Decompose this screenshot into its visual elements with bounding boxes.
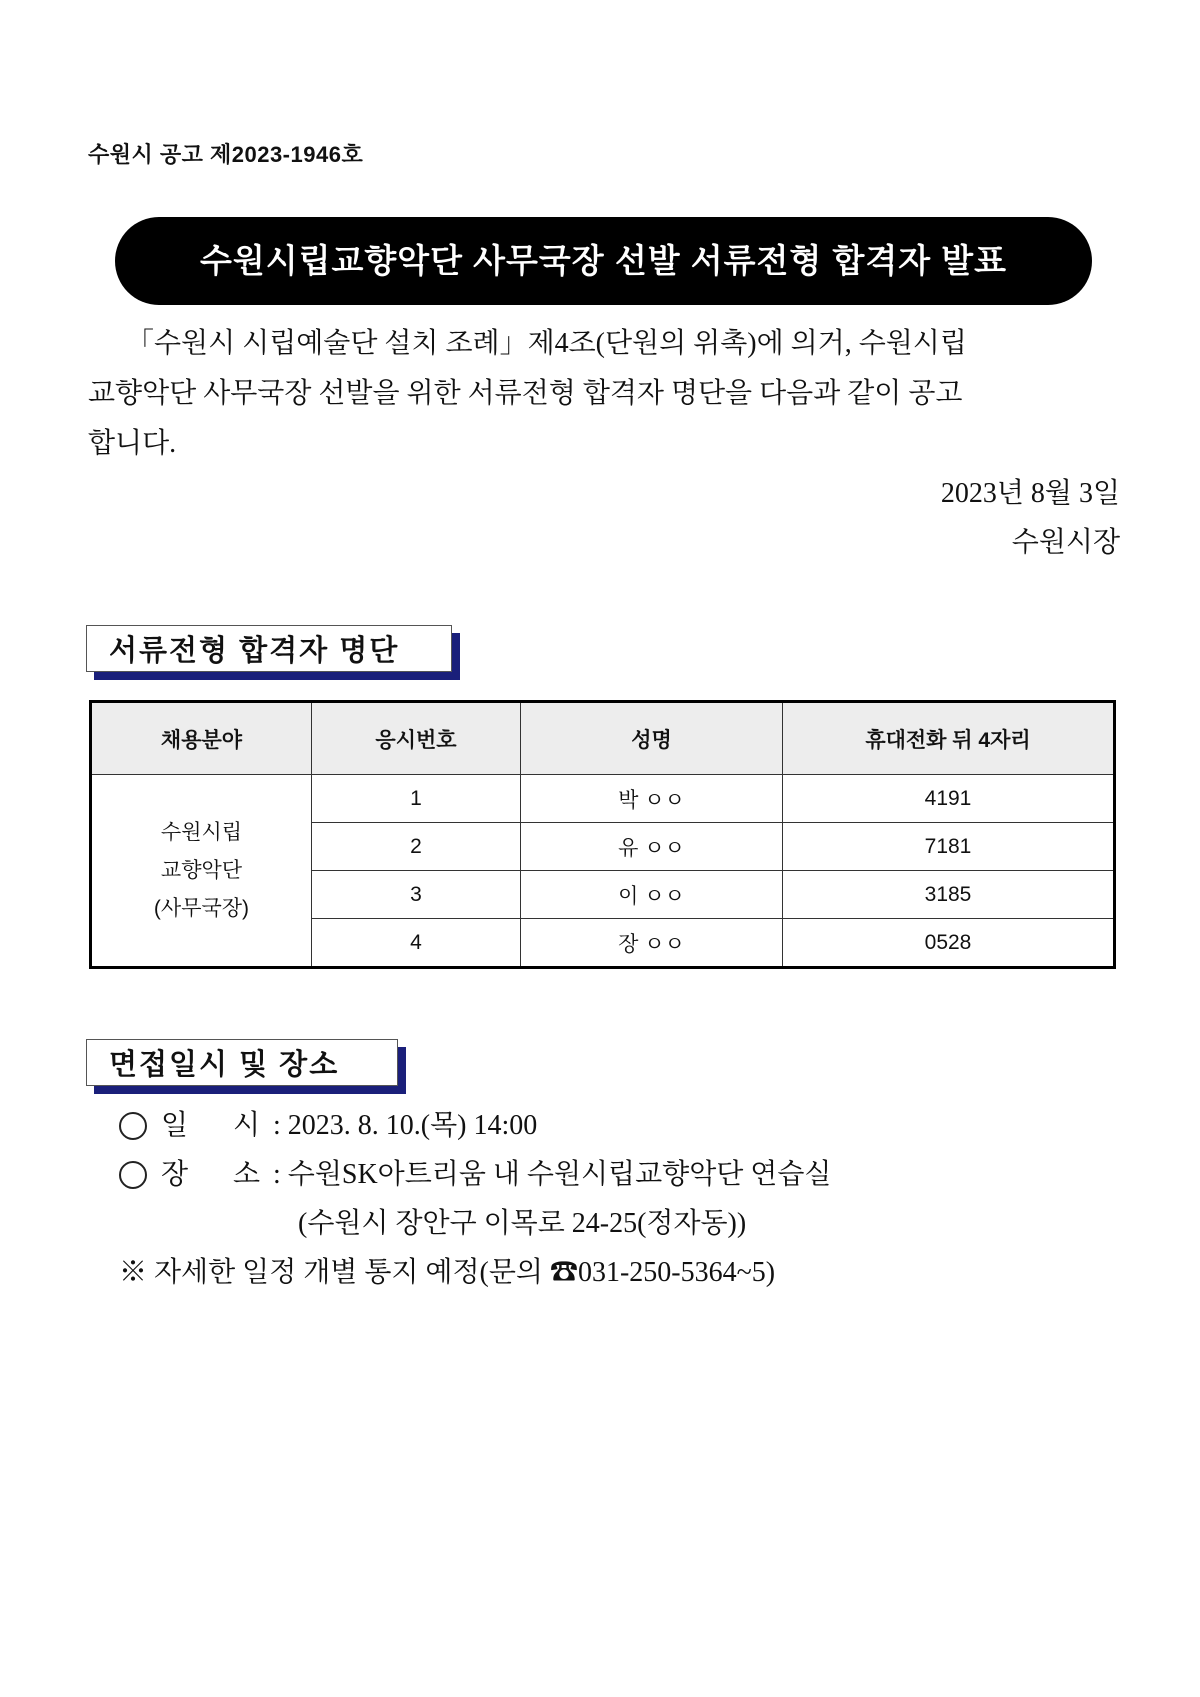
field-line: 수원시립 — [160, 820, 243, 844]
field-line: 교향악단 — [160, 858, 243, 882]
intro-line: 교향악단 사무국장 선발을 위한 서류전형 합격자 명단을 다음과 같이 공고 — [88, 378, 963, 409]
phone-last4: 7181 — [783, 823, 1115, 871]
label-part: 소 — [233, 1159, 261, 1190]
applicant-number: 3 — [312, 871, 521, 919]
intro-line: 「수원시 시립예술단 설치 조례」제4조(단원의 위촉)에 의거, 수원시립 — [126, 328, 967, 359]
label-part: 시 — [233, 1110, 261, 1141]
passers-table — [89, 700, 1116, 969]
phone-last4: 4191 — [783, 775, 1115, 823]
intro-line: 합니다. — [88, 428, 177, 459]
table-row — [91, 775, 1115, 823]
recruitment-field — [91, 775, 312, 968]
column-header: 채용분야 — [91, 702, 312, 775]
label-part: 장 — [161, 1159, 189, 1190]
notice-date: 2023년 8월 3일 — [940, 478, 1120, 509]
phone-last4: 3185 — [783, 871, 1115, 919]
applicant-number: 4 — [312, 919, 521, 968]
applicant-name: 유 ㅇㅇ — [521, 823, 783, 871]
circle-bullet-icon — [119, 1112, 147, 1140]
applicant-number: 2 — [312, 823, 521, 871]
applicant-name: 박 ㅇㅇ — [521, 775, 783, 823]
contact-note: ※ 자세한 일정 개별 통지 예정(문의 ☎031-250-5364~5) — [119, 1257, 776, 1288]
signer: 수원시장 — [1011, 527, 1120, 558]
interview-place-value: : 수원SK아트리움 내 수원시립교향악단 연습실 — [273, 1159, 832, 1190]
interview-address: (수원시 장안구 이목로 24-25(정자동)) — [298, 1208, 747, 1239]
section-heading-passers: 서류전형 합격자 명단 — [86, 625, 452, 672]
interview-place — [119, 1157, 1120, 1193]
section-heading-interview: 면접일시 및 장소 — [86, 1039, 398, 1086]
phone-last4: 0528 — [783, 919, 1115, 968]
field-line: (사무국장) — [153, 896, 250, 920]
applicant-number: 1 — [312, 775, 521, 823]
intro-paragraph — [88, 319, 1120, 469]
circle-bullet-icon — [119, 1161, 147, 1189]
applicant-name: 장 ㅇㅇ — [521, 919, 783, 968]
applicant-name: 이 ㅇㅇ — [521, 871, 783, 919]
label-part: 일 — [161, 1110, 189, 1141]
interview-time — [119, 1108, 1120, 1144]
table-header-row — [91, 702, 1115, 775]
notice-number: 수원시 공고 제2023-1946호 — [88, 142, 364, 167]
column-header: 휴대전화 뒤 4자리 — [783, 702, 1115, 775]
interview-time-value: : 2023. 8. 10.(목) 14:00 — [273, 1110, 538, 1141]
column-header: 성명 — [521, 702, 783, 775]
column-header: 응시번호 — [312, 702, 521, 775]
interview-details — [88, 1108, 1120, 1291]
page-title: 수원시립교향악단 사무국장 선발 서류전형 합격자 발표 — [115, 217, 1092, 305]
